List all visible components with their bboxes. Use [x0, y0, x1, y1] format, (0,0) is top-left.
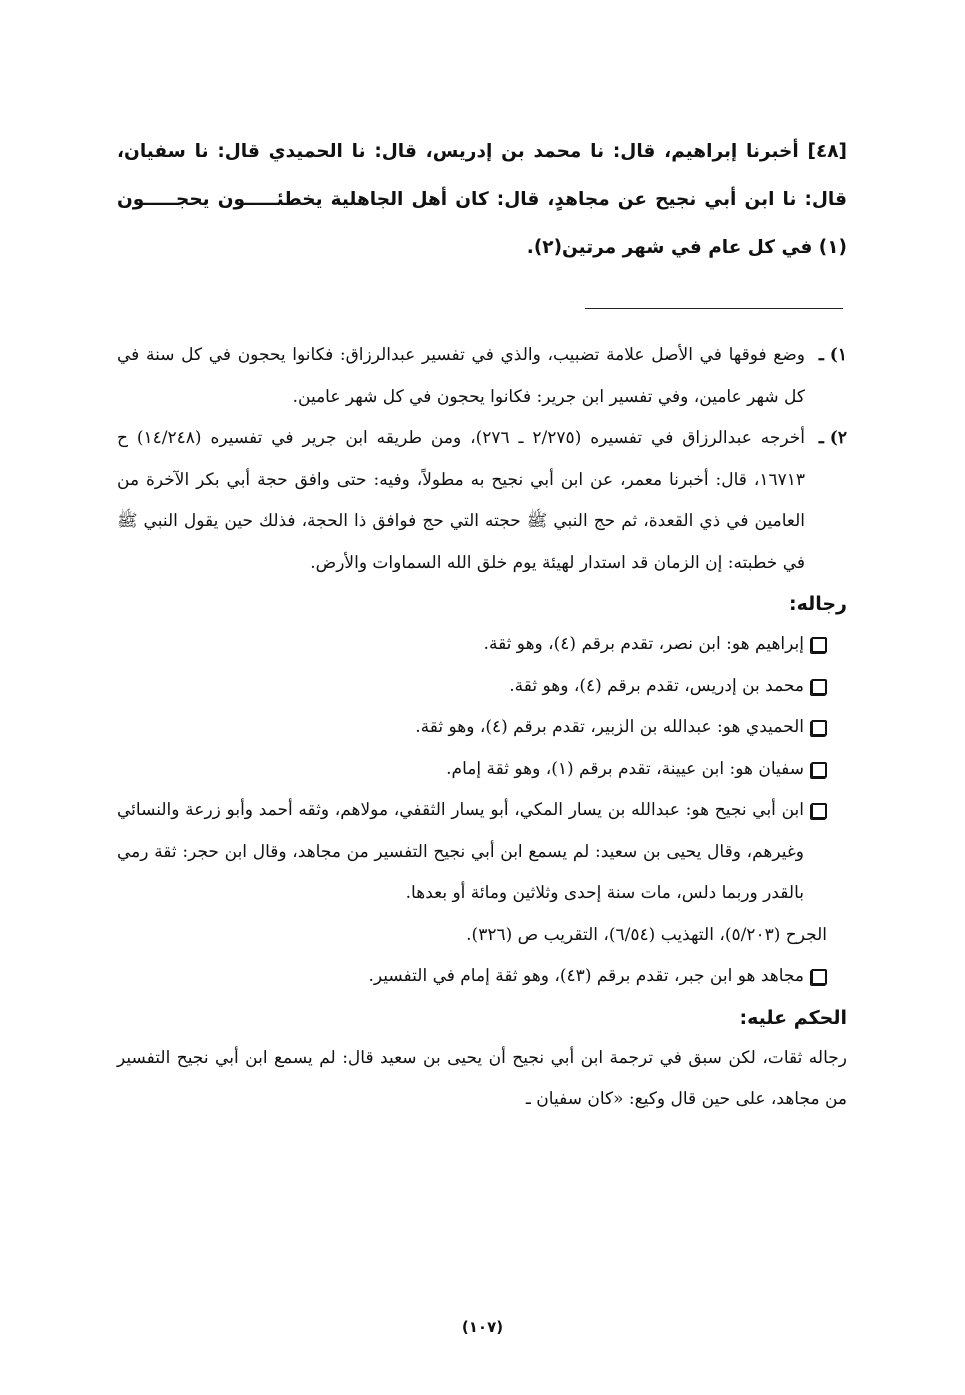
narrator-text: سفيان هو: ابن عيينة، تقدم برقم (١)، وهو ثقة إمام.	[446, 758, 804, 779]
footnote-number: ١) ـ	[818, 345, 847, 365]
checkbox-bullet-icon	[811, 679, 827, 695]
ruling-heading: الحكم عليه:	[739, 1006, 847, 1029]
checkbox-bullet-icon	[811, 720, 827, 736]
narrator-sources: الجرح (٥/٢٠٣)، التهذيب (٦/٥٤)، التقريب ص (٣٢٦).	[466, 924, 827, 945]
narrators-heading: رجاله:	[788, 593, 847, 615]
narrator-item	[117, 707, 847, 749]
checkbox-bullet-icon	[811, 637, 827, 653]
checkbox-bullet-icon	[811, 969, 827, 985]
footnote-1	[117, 335, 847, 418]
checkbox-bullet-icon	[811, 803, 827, 819]
narrator-item	[117, 790, 847, 915]
checkbox-bullet-icon	[811, 762, 827, 778]
footnote-2	[117, 418, 847, 584]
narrator-item	[117, 749, 847, 791]
page-number: (١٠٧)	[461, 1318, 504, 1336]
narrator-item	[117, 666, 847, 708]
footnote-number: ٢) ـ	[818, 428, 847, 448]
footnote-text: أخرجه عبدالرزاق في تفسيره (٢/٢٧٥ ـ ٢٧٦)، ومن طريقه ابن جرير في تفسيره (١٤/٢٤٨) ح ١٦٧١٣، قال: أخبرنا معمر، عن ابن أبي نجيح به مطولاً، وفيه: حتى وافق حجة أبي بكر الآخرة من العامين في ذي القعدة، ثم حج النبي ﷺ حجته التي حج فوافق ذا الحجة، فذلك حين يقول النبي ﷺ في خطبته: إن الزمان قد استدار لهيئة يوم خلق الله السماوات والأرض.	[117, 428, 805, 573]
narrator-text: ابن أبي نجيح هو: عبدالله بن يسار المكي، أبو يسار الثقفي، مولاهم، وثقه أحمد وأبو زرعة والنسائي وغيرهم، وقال يحيى بن سعيد: لم يسمع ابن أبي نجيح التفسير من مجاهد، وقال ابن حجر: ثقة رمي بالقدر وربما دلس، مات سنة إحدى وثلاثين ومائة أو بعدها.	[117, 800, 804, 903]
narrator-item	[117, 956, 847, 998]
narrator-text: الحميدي هو: عبدالله بن الزبير، تقدم برقم (٤)، وهو ثقة.	[415, 717, 804, 737]
ruling-text: رجاله ثقات، لكن سبق في ترجمة ابن أبي نجيح أن يحيى بن سعيد قال: لم يسمع ابن أبي نجيح التفسير من مجاهد، على حين قال وكيع: «كان سفيان ـ	[117, 1047, 847, 1109]
narrator-text: إبراهيم هو: ابن نصر، تقدم برقم (٤)، وهو ثقة.	[483, 634, 804, 654]
narrator-item	[117, 624, 847, 666]
footnote-text: وضع فوقها في الأصل علامة تضبيب، والذي في تفسير عبدالرزاق: فكانوا يحجون في كل سنة في كل شهر عامين، وفي تفسير ابن جرير: فكانوا يحجون في كل شهر عامين.	[117, 345, 805, 407]
narrator-text: محمد بن إدريس، تقدم برقم (٤)، وهو ثقة.	[509, 675, 804, 696]
narrator-text: مجاهد هو ابن جبر، تقدم برقم (٤٣)، وهو ثقة إمام في التفسير.	[368, 966, 804, 986]
hadith-text: [٤٨] أخبرنا إبراهيم، قال: نا محمد بن إدريس، قال: نا الحميدي قال: نا سفيان، قال: نا ابن أبي نجيح عن مجاهدٍ، قال: كان أهل الجاهلية يخطئـــــون يحجـــــون (١) في كل عام في شهر مرتين(٢).	[117, 141, 847, 258]
footnotes-and-commentary	[117, 335, 847, 1121]
footnote-separator	[585, 308, 843, 309]
